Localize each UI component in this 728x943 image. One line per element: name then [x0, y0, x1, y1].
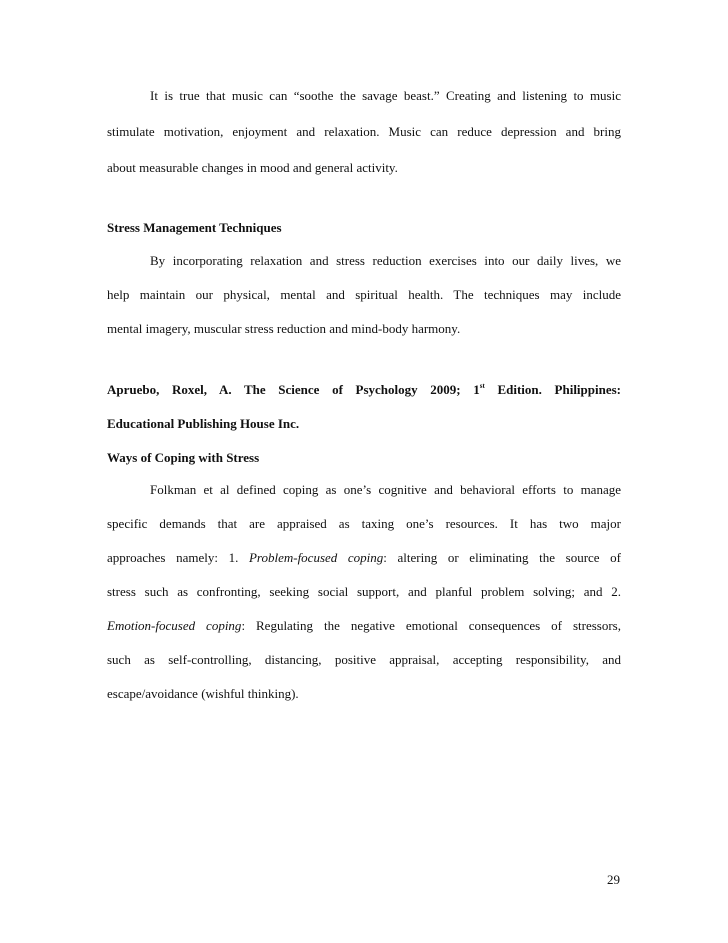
stress-management-line-3: mental imagery, muscular stress reduction and mind-body harmony.	[107, 321, 461, 336]
emotion-focused-coping-term: Emotion-focused coping	[107, 618, 242, 633]
problem-focused-coping-term: Problem-focused coping	[248, 550, 384, 565]
stress-management-line-2: help maintain our physical, mental and spiritual health. The techniques may include	[107, 287, 621, 302]
coping-line-4: stress such as confronting, seeking social support, and planful problem solving; and 2.	[107, 584, 621, 599]
coping-line-7: escape/avoidance (wishful thinking).	[107, 686, 299, 701]
stress-management-heading: Stress Management Techniques	[107, 220, 282, 235]
coping-line-6: such as self-controlling, distancing, positive appraisal, accepting responsibility, and	[107, 652, 621, 667]
citation-superscript: st	[479, 382, 485, 390]
stress-management-line-1: By incorporating relaxation and stress reduction exercises into our daily lives, we	[150, 253, 621, 268]
coping-line-5-rest: : Regulating the negative emotional consequences of stressors,	[241, 618, 621, 633]
page-number: 29	[607, 872, 620, 887]
coping-line-3-lead: approaches namely: 1.	[107, 550, 249, 565]
citation-text-after-superscript: Edition. Philippines:	[484, 382, 621, 397]
music-paragraph-line-3: about measurable changes in mood and general activity.	[107, 160, 398, 175]
citation-text-before-superscript: Apruebo, Roxel, A. The Science of Psychology 2009; 1	[107, 382, 480, 397]
coping-line-5	[107, 618, 621, 634]
music-paragraph-line-1: It is true that music can “soothe the savage beast.” Creating and listening to music	[150, 88, 621, 103]
coping-line-2: specific demands that are appraised as taxing one’s resources. It has two major	[107, 516, 621, 531]
music-paragraph-line-2: stimulate motivation, enjoyment and relaxation. Music can reduce depression and bring	[107, 124, 621, 139]
coping-line-3	[107, 550, 621, 566]
coping-heading: Ways of Coping with Stress	[107, 450, 260, 465]
coping-line-1: Folkman et al defined coping as one’s cognitive and behavioral efforts to manage	[150, 482, 621, 497]
coping-line-3-rest: : altering or eliminating the source of	[383, 550, 622, 565]
citation-line-1	[107, 382, 621, 398]
citation-line-2: Educational Publishing House Inc.	[107, 416, 300, 431]
